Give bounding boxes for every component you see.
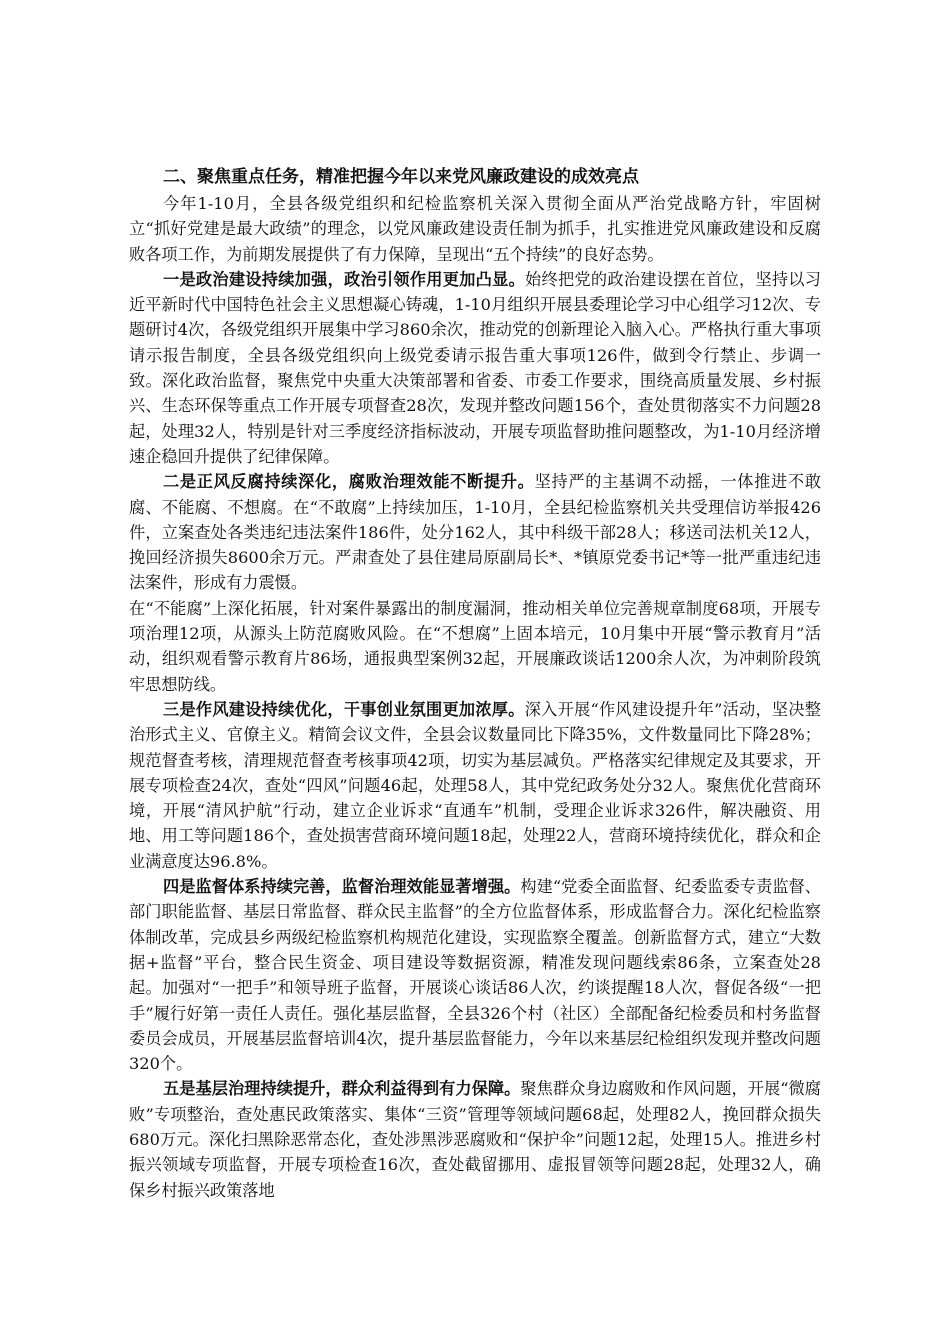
paragraph-body: 深入开展“作风建设提升年”活动，坚决整治形式主义、官僚主义。精简会议文件，全县会议数量同比下降35%，文件数量同比下降28%；规范督查考核，清理规范督查考核事项42项，切实为基层减负。严格落实纪律规定及其要求，开展专项检查24次，查处“四风”问题46起，处理58人，其中党纪政务处分32人。聚焦优化营商环境，开展“清风护航”行动，建立企业诉求“直通车”机制，受理企业诉求326件，解决融资、用地、用工等问题186个，查处损害营商环境问题18起，处理22人，营商环境持续优化，群众和企业满意度达96.8%。 <box>129 699 821 871</box>
paragraph-item-3 <box>129 697 821 874</box>
paragraph-item-5 <box>129 1076 821 1202</box>
paragraph-item-2 <box>129 469 821 595</box>
paragraph-item-2-continuation: 在“不能腐”上深化拓展，针对案件暴露出的制度漏洞，推动相关单位完善规章制度68项，开展专项治理12项，从源头上防范腐败风险。在“不想腐”上固本培元，10月集中开展“警示教育月”活动，组织观看警示教育片86场，通报典型案例32起，开展廉政谈话1200余人次，为冲刺阶段筑牢思想防线。 <box>129 598 821 694</box>
section-heading: 二、聚焦重点任务，精准把握今年以来党风廉政建设的成效亮点 <box>163 167 639 187</box>
paragraph-item-1 <box>129 267 821 469</box>
paragraph-body: 坚持严的主基调不动摇，一体推进不敢腐、不能腐、不想腐。在“不敢腐”上持续加压，1-10月，全县纪检监察机关共受理信访举报426件，立案查处各类违纪违法案件186件，处分162人，其中科级干部28人；移送司法机关12人，挽回经济损失8600余万元。严肃查处了县住建局原副局长*、*镇原党委书记*等一批严重违纪违法案件，形成有力震慑。 <box>129 472 822 593</box>
paragraph-lead: 一是政治建设持续加强，政治引领作用更加凸显。 <box>163 269 526 289</box>
paragraph-item-4 <box>129 874 821 1076</box>
intro-paragraph: 今年1-10月，全县各级党组织和纪检监察机关深入贯彻全面从严治党战略方针，牢固树立“抓好党建是最大政绩”的理念，以党风廉政建设责任制为抓手，扎实推进党风廉政建设和反腐败各项工作，为前期发展提供了有力保障，呈现出“五个持续”的良好态势。 <box>129 194 821 264</box>
paragraph-body: 聚焦群众身边腐败和作风问题，开展“微腐败”专项整治，查处惠民政策落实、集体“三资”管理等领域问题68起，处理82人，挽回群众损失680万元。深化扫黑除恶常态化，查处涉黑涉恶腐败和“保护伞”问题12起，处理15人。推进乡村振兴领域专项监督，开展专项检查16次，查处截留挪用、虚报冒领等问题28起，处理32人，确保乡村振兴政策落地 <box>129 1079 821 1200</box>
paragraph-lead: 三是作风建设持续优化，干事创业氛围更加浓厚。 <box>163 699 525 719</box>
paragraph-body: 构建“党委全面监督、纪委监委专责监督、部门职能监督、基层日常监督、群众民主监督”的全方位监督体系，形成监督合力。深化纪检监察体制改革，完成县乡两级纪检监察机构规范化建设，实现监察全覆盖。创新监督方式，建立“大数据+监督”平台，整合民生资金、项目建设等数据资源，精准发现问题线索86条，立案查处28起。加强对“一把手”和领导班子监督，开展谈心谈话86人次，约谈提醒18人次，督促各级“一把手”履行好第一责任人责任。强化基层监督，全县326个村（社区）全部配备纪检委员和村务监督委员会成员，开展基层监督培训4次，提升基层监督能力，今年以来基层纪检组织发现并整改问题320个。 <box>129 877 821 1074</box>
paragraph-body: 始终把党的政治建设摆在首位，坚持以习近平新时代中国特色社会主义思想凝心铸魂，1-10月组织开展县委理论学习中心组学习12次、专题研讨4次，各级党组织开展集中学习860余次，推动党的创新理论入脑入心。严格执行重大事项请示报告制度，全县各级党组织向上级党委请示报告重大事项126件，做到令行禁止、步调一致。深化政治监督，聚焦党中央重大决策部署和省委、市委工作要求，围绕高质量发展、乡村振兴、生态环保等重点工作开展专项督查28次，发现并整改问题156个，查处贯彻落实不力问题28起，处理32人，特别是针对三季度经济指标波动，开展专项监督助推问题整改，为1-10月经济增速企稳回升提供了纪律保障。 <box>129 269 821 466</box>
document-page <box>129 163 821 1203</box>
paragraph-lead: 二是正风反腐持续深化，腐败治理效能不断提升。 <box>163 472 535 492</box>
paragraph-lead: 五是基层治理持续提升，群众利益得到有力保障。 <box>163 1079 521 1099</box>
paragraph-lead: 四是监督体系持续完善，监督治理效能显著增强。 <box>163 877 521 897</box>
